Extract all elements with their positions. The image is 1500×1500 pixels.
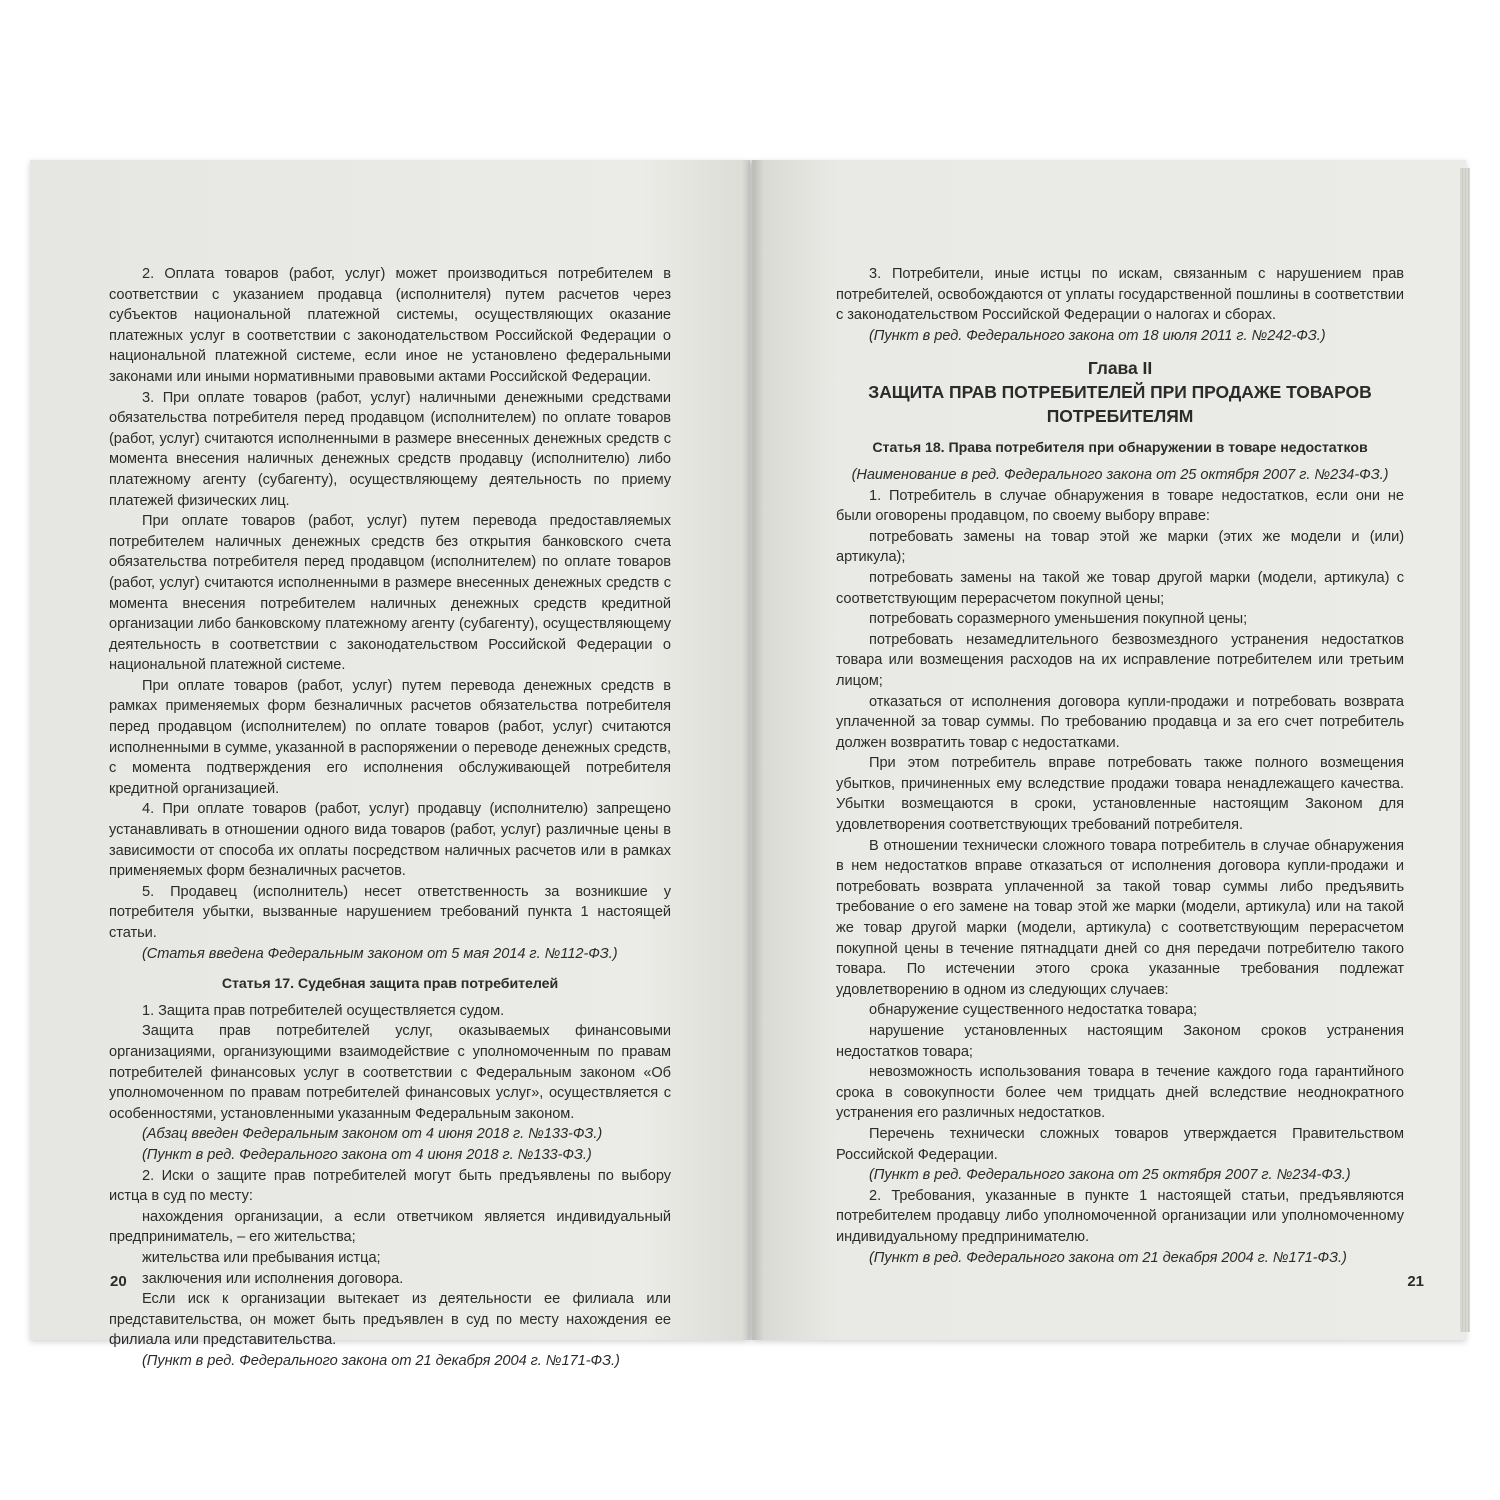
paragraph: 2. Оплата товаров (работ, услуг) может производиться потребителем в соответствии с указанием продавца (исполнителя) путем расчетов через субъектов национальной платежной системы, осуществляющих оказание платежных услуг в соответствии с законодательством Российской Федерации о национальной платежной системе, если иное не установлено федеральными законами или иными нормативными правовыми актами Российской Федерации.: [109, 266, 671, 385]
page-number-left: 20: [110, 1273, 127, 1290]
paragraph: При оплате товаров (работ, услуг) путем перевода денежных средств в рамках применяемых форм безналичных расчетов обязательства потребителя перед продавцом (исполнителем) по оплате товаров (работ, услуг) считаются исполненными в сумме, указанной в распоряжении о переводе денежных средств, с момента подтверждения его исполнения обслуживающей потребителя кредитной организацией.: [109, 677, 671, 797]
paragraph: При оплате товаров (работ, услуг) путем перевода предоставляемых потребителем наличных денежных средств без открытия банковского счета обязательства потребителя перед продавцом (исполнителем) по оплате товаров (работ, услуг) считаются исполненными в размере внесенных денежных средств с момента внесения потребителем наличных денежных средств кредитной организации либо банковскому платежному агенту (субагенту), осуществляющему деятельность в соответствии с законодательством Российской Федерации о национальной платежной системе.: [109, 513, 671, 674]
paragraph: Если иск к организации вытекает из деятельности ее филиала или представительства, он может быть предъявлен в суд по месту нахождения ее филиала или представительства.: [109, 1291, 671, 1349]
amendment-note: (Пункт в ред. Федерального закона от 21 декабря 2004 г. №171-ФЗ.): [142, 1352, 620, 1369]
paragraph: потребовать соразмерного уменьшения покупной цены;: [869, 611, 1248, 628]
chapter-subtitle: ЗАЩИТА ПРАВ ПОТРЕБИТЕЛЕЙ ПРИ ПРОДАЖЕ ТОВАРОВ ПОТРЕБИТЕЛЯМ: [868, 382, 1372, 427]
paragraph: Защита прав потребителей услуг, оказываемых финансовыми организациями, организующими взаимодействие с уполномоченным по правам потребителей финансовых услуг в соответствии с Федеральным законом «Об уполномоченном по правам потребителей финансовых услуг», осуществляется с особенностями, установленными указанным Федеральным законом.: [109, 1023, 671, 1122]
paragraph: невозможность использования товара в течение каждого года гарантийного срока в совокупности более чем тридцать дней вследствие неоднократного устранения его различных недостатков.: [836, 1064, 1404, 1122]
paragraph: 5. Продавец (исполнитель) несет ответственность за возникшие у потребителя убытки, вызванные нарушением требований пункта 1 настоящей статьи.: [109, 883, 671, 941]
right-page-text: [836, 264, 1404, 1268]
right-page: [752, 160, 1466, 1340]
paragraph: При этом потребитель вправе потребовать также полного возмещения убытков, причиненных ему вследствие продажи товара ненадлежащего качества. Убытки возмещаются в сроки, установленные настоящим Законом для удовлетворения соответствующих требований потребителя.: [836, 755, 1404, 834]
article-heading: Статья 17. Судебная защита прав потребителей: [221, 976, 559, 993]
paragraph: 3. При оплате товаров (работ, услуг) наличными денежными средствами обязательства потребителя перед продавцом (исполнителем) по оплате товаров (работ, услуг) считаются исполненными в размере внесенных денежных средств с момента внесения наличных денежных средств продавцу (исполнителю) либо платежному агенту (субагенту), осуществляющему деятельность по приему платежей физических лиц.: [109, 389, 671, 509]
paragraph: нахождения организации, а если ответчиком является индивидуальный предприниматель, – его жительства;: [109, 1208, 671, 1246]
paragraph: нарушение установленных настоящим Законом сроков устранения недостатков товара;: [836, 1023, 1404, 1060]
paragraph: заключения или исполнения договора.: [142, 1270, 404, 1287]
amendment-note: (Пункт в ред. Федерального закона от 21 декабря 2004 г. №171-ФЗ.): [869, 1249, 1347, 1266]
amendment-note: (Пункт в ред. Федерального закона от 4 июня 2018 г. №133-ФЗ.): [142, 1146, 592, 1163]
chapter-title: Глава II: [1087, 358, 1153, 379]
paragraph: потребовать незамедлительного безвозмездного устранения недостатков товара или возмещения расходов на их исправление потребителем или третьим лицом;: [836, 631, 1404, 689]
left-page: [30, 160, 750, 1369]
paragraph: Перечень технически сложных товаров утверждается Правительством Российской Федерации.: [836, 1125, 1404, 1163]
article-heading: Статья 18. Права потребителя при обнаружении в товаре недостатков: [872, 440, 1368, 457]
amendment-note: (Абзац введен Федеральным законом от 4 июня 2018 г. №133-ФЗ.): [142, 1126, 603, 1143]
left-page-text: [109, 264, 671, 1371]
amendment-note: (Статья введена Федеральным законом от 5 мая 2014 г. №112-ФЗ.): [142, 945, 618, 962]
amendment-note: (Пункт в ред. Федерального закона от 25 октября 2007 г. №234-ФЗ.): [869, 1167, 1351, 1184]
open-book: [30, 160, 1470, 1369]
paragraph: 1. Потребитель в случае обнаружения в товаре недостатков, если они не были оговорены продавцом, по своему выбору вправе:: [836, 487, 1404, 525]
book-gutter: [742, 160, 764, 1340]
paragraph: обнаружение существенного недостатка товара;: [869, 1002, 1198, 1019]
paragraph: 3. Потребители, иные истцы по искам, связанным с нарушением прав потребителей, освобождаются от уплаты государственной пошлины в соответствии с законодательством Российской Федерации о налогах и сборах.: [836, 266, 1404, 324]
paragraph: отказаться от исполнения договора купли-продажи и потребовать возврата уплаченной за товар суммы. По требованию продавца и за его счет потребитель должен возвратить товар с недостатками.: [836, 693, 1404, 751]
page-edges: [1460, 168, 1470, 1332]
paragraph: потребовать замены на товар этой же марки (этих же модели и (или) артикула);: [836, 528, 1404, 566]
amendment-note: (Пункт в ред. Федерального закона от 18 июля 2011 г. №242-ФЗ.): [869, 327, 1326, 344]
page-number-right: 21: [1407, 1273, 1424, 1290]
paragraph: 2. Иски о защите прав потребителей могут быть предъявлены по выбору истца в суд по месту:: [109, 1167, 671, 1205]
paragraph: В отношении технически сложного товара потребитель в случае обнаружения в нем недостатков вправе отказаться от исполнения договора купли-продажи и потребовать возврата уплаченной за такой товар суммы либо предъявить требование о его замене на товар этой же марки (модели, артикула) или на такой же товар другой марки (модели, артикула) с соответствующим перерасчетом покупной цены в течение пятнадцати дней со дня передачи потребителю такого товара. По истечении этого срока указанные требования подлежат удовлетворению в одном из следующих случаев:: [836, 837, 1404, 998]
paragraph: 1. Защита прав потребителей осуществляется судом.: [142, 1002, 505, 1019]
paragraph: потребовать замены на такой же товар другой марки (модели, артикула) с соответствующим перерасчетом покупной цены;: [836, 569, 1404, 607]
paragraph: жительства или пребывания истца;: [142, 1249, 381, 1266]
paragraph: 4. При оплате товаров (работ, услуг) продавцу (исполнителю) запрещено устанавливать в отношении одного вида товаров (работ, услуг) различные цены в зависимости от способа их оплаты посредством наличных расчетов или в рамках применяемых форм безналичных расчетов.: [109, 801, 671, 880]
paragraph: 2. Требования, указанные в пункте 1 настоящей статьи, предъявляются потребителем продавцу либо уполномоченной организации или уполномоченному индивидуальному предпринимателю.: [836, 1187, 1404, 1245]
amendment-note: (Наименование в ред. Федерального закона от 25 октября 2007 г. №234-ФЗ.): [851, 466, 1389, 483]
